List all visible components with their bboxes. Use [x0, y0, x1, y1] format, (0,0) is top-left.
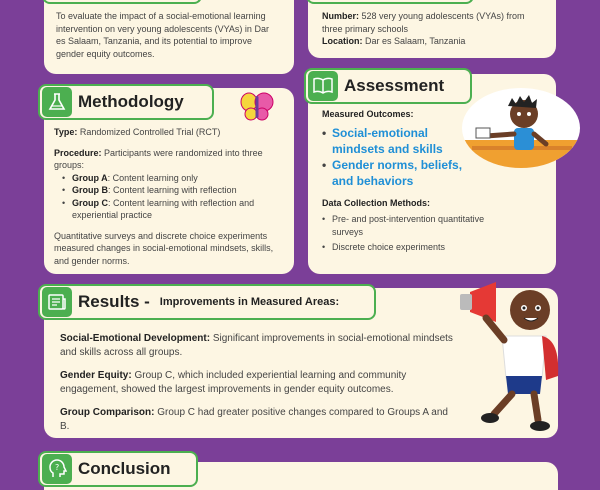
result-label: Social-Emotional Development: [60, 333, 211, 344]
book-icon [308, 71, 338, 101]
participants-card [308, 0, 556, 58]
objective-tab-edge [42, 0, 202, 4]
result-value: Group C, which included experiential learning and community engagement, showed the largest improvements in gender equity outcomes. [60, 370, 407, 395]
result-label: Gender Equity: [60, 370, 132, 381]
group-desc: : Content learning only [107, 172, 198, 183]
result-value: Group C had greater positive changes compared to Groups A and B. [60, 407, 448, 432]
participants-text [322, 10, 542, 48]
methodology-type-value: Randomized Controlled Trial (RCT) [79, 127, 221, 137]
participants-number-label: Number: [322, 11, 360, 21]
conclusion-tab [38, 451, 198, 487]
list-item [62, 197, 282, 222]
head-idea-icon [42, 454, 72, 484]
participants-tab-edge [306, 0, 474, 4]
assessment-title: Assessment [344, 76, 445, 95]
participants-location-label: Location: [322, 36, 363, 46]
list-item [322, 125, 452, 157]
svg-text:?: ? [55, 463, 60, 472]
assessment-tab [304, 68, 472, 104]
assessment-methods-label: Data Collection Methods: [322, 197, 431, 208]
student-illustration [462, 88, 580, 168]
group-desc: : Content learning with reflection [108, 185, 237, 195]
outcome-text: Gender norms, beliefs, and behaviors [332, 157, 463, 188]
methodology-procedure-value: Participants were randomized into three groups: [54, 147, 263, 170]
assessment-outcomes-label: Measured Outcomes: [322, 109, 414, 119]
boy-megaphone-illustration [446, 278, 566, 438]
results-tab [38, 284, 376, 320]
group-desc: : Content learning with reflection and experiential practice [72, 197, 255, 220]
methodology-note: Quantitative surveys and discrete choice experiments measured changes in social-emotional mindsets, skills, and gender norms. [54, 230, 274, 266]
results-title: Results - [78, 292, 150, 311]
objective-text: To evaluate the impact of a social-emotional learning intervention on very young adolescents (VYAs) in Dar es Salaam, Tanzania, and its potential to improve gender equity outcomes. [56, 11, 269, 59]
method-text: Discrete choice experiments [332, 242, 446, 252]
methodology-group-list [62, 172, 282, 222]
list-item [322, 213, 502, 238]
assessment-method-list [322, 213, 550, 254]
list-item [62, 172, 282, 185]
participants-number-value: 528 very young adolescents (VYAs) from three primary schools [322, 11, 525, 34]
result-label: Group Comparison: [60, 407, 155, 418]
participants-location-value: Dar es Salaam, Tanzania [365, 36, 466, 46]
methodology-procedure-label: Procedure: [54, 147, 102, 158]
objective-card [44, 0, 294, 74]
list-item [322, 157, 472, 189]
group-label: Group B [72, 185, 108, 195]
method-text: Pre- and post-intervention quantitative surveys [332, 214, 485, 237]
methodology-body [54, 126, 282, 267]
butterfly-icon [240, 92, 274, 122]
methodology-title: Methodology [78, 92, 184, 111]
results-subtitle: Improvements in Measured Areas: [159, 296, 340, 308]
outcome-text: Social-emotional mindsets and skills [332, 125, 443, 156]
result-value: Significant improvements in social-emotional mindsets and skills across all groups. [60, 333, 453, 358]
list-item [322, 241, 550, 254]
methodology-tab [38, 84, 214, 120]
group-label: Group C [72, 197, 108, 208]
group-label: Group A [72, 172, 108, 183]
conclusion-title: Conclusion [78, 459, 171, 478]
results-body [60, 332, 454, 433]
flask-icon [42, 87, 72, 117]
list-item [62, 184, 282, 197]
newspaper-icon [42, 287, 72, 317]
methodology-type-label: Type: [54, 127, 78, 137]
